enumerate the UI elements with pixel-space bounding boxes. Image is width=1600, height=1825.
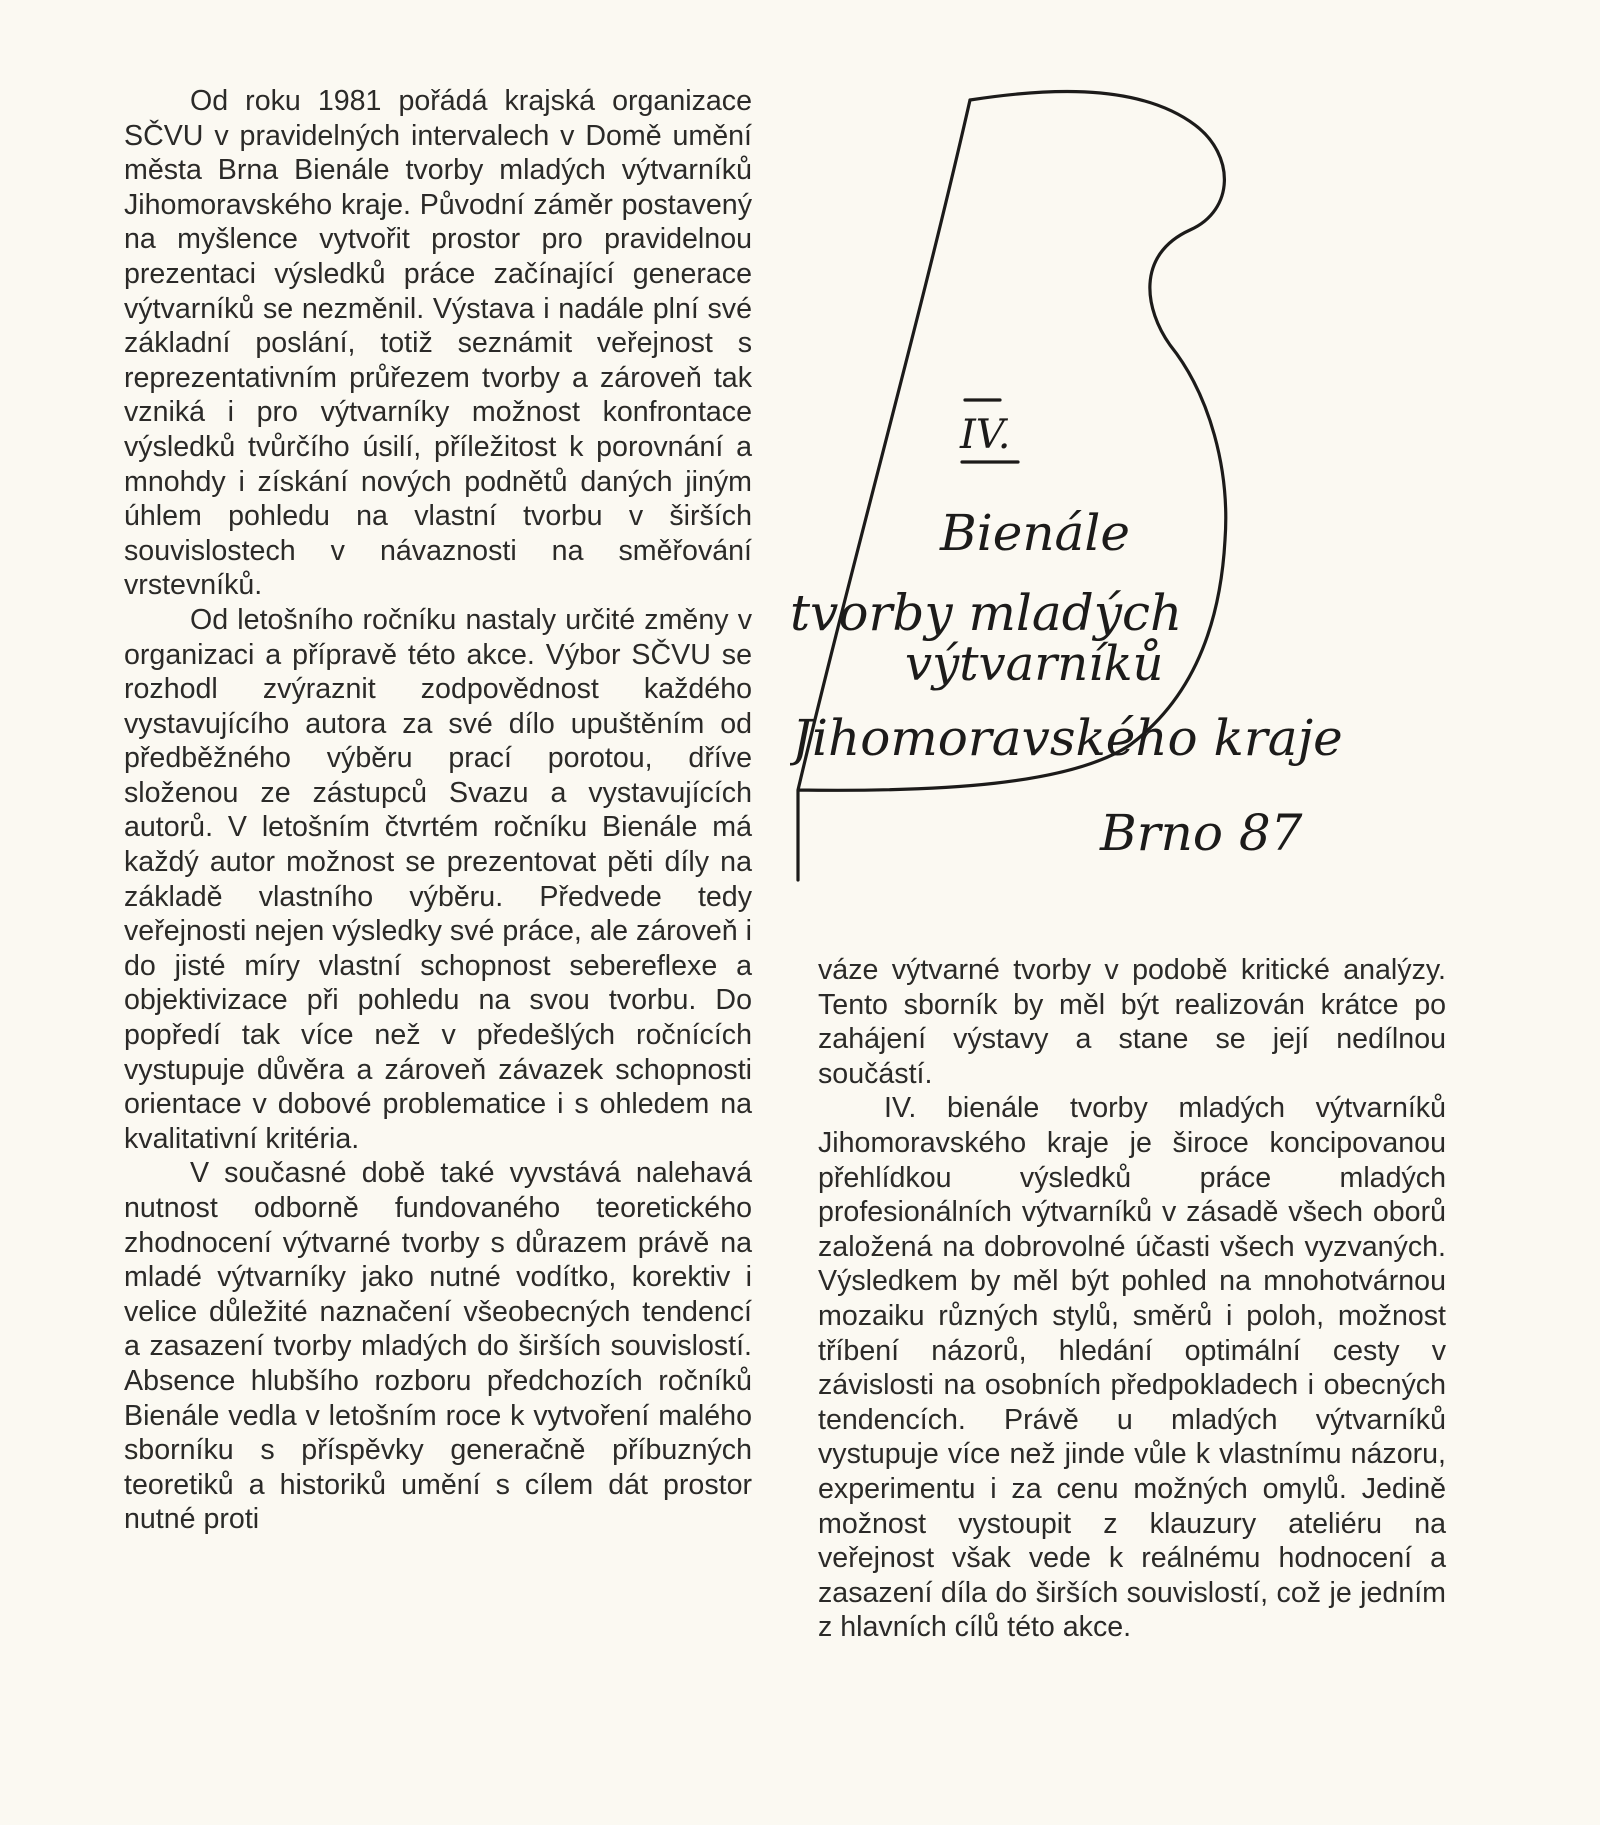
- paragraph-summary: IV. bienále tvorby mladých výtvarníků Jihomoravského kraje je široce koncipovanou přehlídkou výsledků práce mladých profesionálních výtvarníků v zásadě všech oborů založená na dobrovolné účasti všech vyzvaných. Výsledkem by měl být pohled na mnohotvárnou mozaiku různých stylů, směrů i poloh, možnost tříbení názorů, hledání optimální cesty v závislosti na osobních předpokladech i obecných tendencích. Právě u mladých výtvarníků vystupuje více než jinde vůle k vlastnímu názoru, experimentu i za cenu možných omylů. Jedině možnost vystoupit z klauzury ateliéru na veřejnost však vede k reálnému hodnocení a zasazení díla do širších souvislostí, což je jedním z hlavních cílů této akce.: [818, 1092, 1446, 1644]
- paragraph-continuation: váze výtvarné tvorby v podobě kritické analýzy. Tento sborník by měl být realizován krátce po zahájení výstavy a stane se její nedílnou součástí.: [818, 954, 1446, 1090]
- script-line-tvorby-mladych: tvorby mladých: [790, 584, 1183, 642]
- paragraph-intro: Od roku 1981 pořádá krajská organizace SČVU v pravidelných intervalech v Domě umění města Brna Bienále tvorby mladých výtvarníků Jihomoravského kraje. Původní záměr postavený na myšlence vytvořit prostor pro pravidelnou prezentaci výsledků práce začínající generace výtvarníků se nezměnil. Výstava i nadále plní své základní poslání, totiž seznámit veřejnost s reprezentativním průřezem tvorby a zároveň tak vzniká i pro výtvarníky možnost konfrontace výsledků tvůrčího úsilí, příležitost k porovnání a mnohdy i získání nových podnětů daných jiným úhlem pohledu na vlastní tvorbu v širších souvislostech v návaznosti na směřování vrstevníků.: [124, 85, 752, 602]
- script-line-bienale: Bienále: [940, 504, 1130, 562]
- paragraph-theory: V současné době také vyvstává nalehavá nutnost odborně fundovaného teoretického zhodnocení výtvarné tvorby s důrazem právě na mladé výtvarníky jako nutné vodítko, korektiv i velice důležité naznačení všeobecných tendencí a zasazení tvorby mladých do širších souvislostí. Absence hlubšího rozboru předchozích ročníků Bienále vedla v letošním roce k vytvoření malého sborníku s příspěvky generačně příbuzných teoretiků a historiků umění s cílem dát prostor nutné proti: [124, 1157, 752, 1536]
- script-line-vytvarniku: výtvarníků: [905, 636, 1164, 692]
- script-line-brno: Brno 87: [1100, 804, 1303, 862]
- paragraph-changes: Od letošního ročníku nastaly určité změny v organizaci a přípravě této akce. Výbor SČVU se rozhodl zvýraznit zodpovědnost každého vystavujícího autora za své dílo upuštěním od předběžného výběru prací porotou, dříve složenou ze zástupců Svazu a vystavujících autorů. V letošním čtvrtém ročníku Bienále má každý autor možnost se prezentovat pěti díly na základě vlastního výběru. Předvede tedy veřejnosti nejen výsledky své práce, ale zároveň i do jisté míry vlastní schopnost sebereflexe a objektivizace při pohledu na svou tvorbu. Do popředí tak více než v předešlých ročnících vystupuje důvěra a zároveň závazek schopnosti orientace v dobové problematice i s ohledem na kvalitativní kritéria.: [124, 603, 752, 1155]
- handwritten-b-drawing: [790, 70, 1490, 910]
- numeral-text: IV.: [960, 412, 1011, 458]
- right-text-column: [818, 953, 1446, 1645]
- left-text-column: [124, 84, 752, 1537]
- script-line-jihomoravskeho: Jihomoravského kraje: [792, 709, 1343, 767]
